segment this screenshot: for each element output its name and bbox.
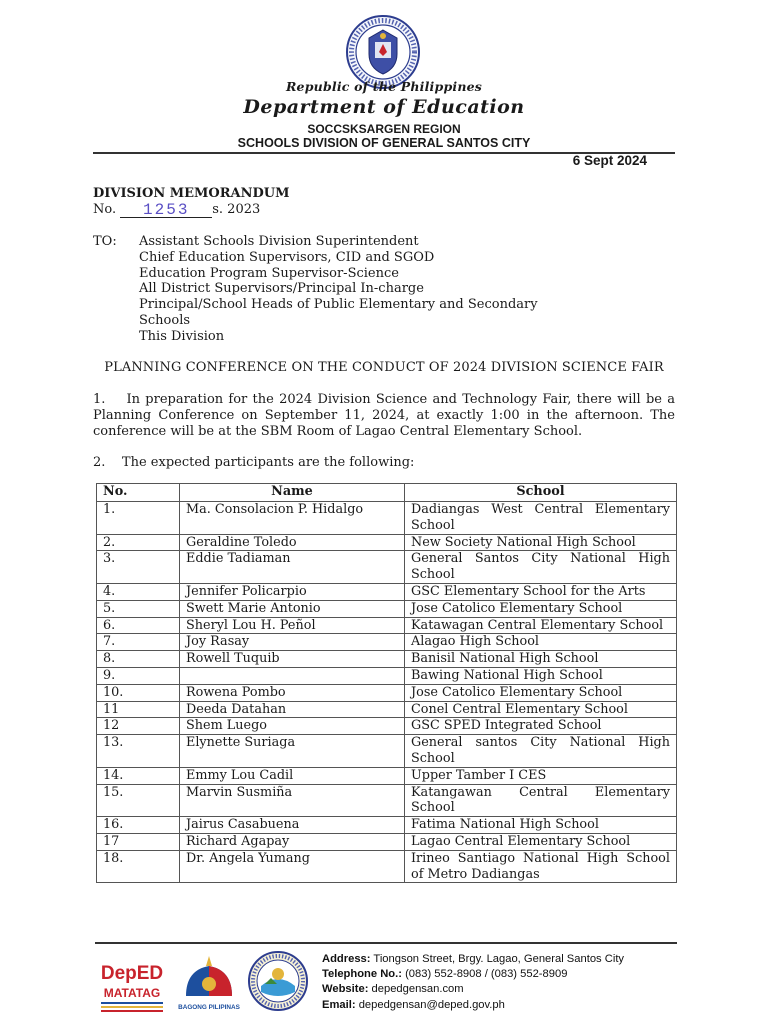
table-row [97, 718, 677, 735]
table-row [97, 833, 677, 850]
table-header-row [97, 484, 677, 502]
cell-no: 5. [97, 600, 180, 617]
table-row [97, 850, 677, 883]
participants-table [96, 483, 677, 883]
table-row [97, 534, 677, 551]
table-row [97, 767, 677, 784]
cell-name: Sheryl Lou H. Peñol [180, 617, 405, 634]
recipient-list [139, 234, 538, 345]
cell-name: Jairus Casabuena [180, 817, 405, 834]
cell-no: 9. [97, 667, 180, 684]
cell-no: 7. [97, 634, 180, 651]
cell-school: GSC SPED Integrated School [405, 718, 677, 735]
cell-name: Rowell Tuquib [180, 651, 405, 668]
footer-contact [322, 952, 624, 1013]
cell-no: 2. [97, 534, 180, 551]
cell-no: 3. [97, 551, 180, 584]
table-row [97, 651, 677, 668]
cell-school: Lagao Central Elementary School [405, 833, 677, 850]
cell-name: Dr. Angela Yumang [180, 850, 405, 883]
logo-deped-text: DepED [100, 963, 164, 984]
cell-name: Rowena Pombo [180, 684, 405, 701]
cell-name: Ma. Consolacion P. Hidalgo [180, 502, 405, 535]
cell-no: 16. [97, 817, 180, 834]
phone-line [322, 967, 624, 982]
division-heading: SCHOOLS DIVISION OF GENERAL SANTOS CITY [237, 136, 531, 150]
cell-no: 17 [97, 833, 180, 850]
division-seal-icon [247, 950, 309, 1012]
header-name: Name [180, 484, 405, 502]
cell-school: Alagao High School [405, 634, 677, 651]
republic-heading: Republic of the Philippines [285, 79, 483, 94]
cell-school: Conel Central Elementary School [405, 701, 677, 718]
recipient-item: This Division [139, 328, 225, 344]
recipient-item: All District Supervisors/Principal In-charge [139, 281, 424, 297]
cell-name: Eddie Tadiaman [180, 551, 405, 584]
header-school: School [405, 484, 677, 502]
department-heading: Department of Education [243, 96, 525, 118]
recipient-item: Schools [139, 312, 191, 328]
cell-name: Jennifer Policarpio [180, 583, 405, 600]
cell-no: 18. [97, 850, 180, 883]
cell-no: 6. [97, 617, 180, 634]
cell-no: 1. [97, 502, 180, 535]
table-row [97, 600, 677, 617]
cell-school: Katangawan Central Elementary School [405, 784, 677, 817]
cell-school: Katawagan Central Elementary School [405, 617, 677, 634]
cell-no: 11 [97, 701, 180, 718]
cell-name [180, 667, 405, 684]
cell-no: 8. [97, 651, 180, 668]
website-line [322, 982, 624, 997]
cell-name: Marvin Susmiña [180, 784, 405, 817]
cell-school: Bawing National High School [405, 667, 677, 684]
cell-no: 12 [97, 718, 180, 735]
cell-name: Deeda Datahan [180, 701, 405, 718]
phone-value: (083) 552-8908 / (083) 552-8909 [405, 968, 568, 981]
cell-name: Emmy Lou Cadil [180, 767, 405, 784]
table-row [97, 667, 677, 684]
table-row [97, 735, 677, 768]
cell-school: General Santos City National High School [405, 551, 677, 584]
recipient-item: Education Program Supervisor-Science [139, 265, 399, 281]
phone-label: Telephone No.: [322, 968, 402, 981]
memo-number-stamp: 1253 [120, 203, 212, 218]
cell-no: 10. [97, 684, 180, 701]
website-link[interactable]: depedgensan.com [371, 983, 464, 996]
deped-matatag-logo [93, 955, 171, 1017]
cell-school: Jose Catolico Elementary School [405, 600, 677, 617]
cell-name: Swett Marie Antonio [180, 600, 405, 617]
table-row [97, 684, 677, 701]
table-row [97, 784, 677, 817]
cell-school: New Society National High School [405, 534, 677, 551]
cell-school: Upper Tamber I CES [405, 767, 677, 784]
region-heading: SOCCSKSARGEN REGION [307, 122, 461, 136]
cell-no: 13. [97, 735, 180, 768]
recipient-item: Assistant Schools Division Superintendent [139, 234, 419, 249]
table-row [97, 701, 677, 718]
table-row [97, 551, 677, 584]
cell-school: Dadiangas West Central Elementary School [405, 502, 677, 535]
cell-name: Elynette Suriaga [180, 735, 405, 768]
cell-no: 15. [97, 784, 180, 817]
email-label: Email: [322, 998, 356, 1011]
recipient-item: Chief Education Supervisors, CID and SGOD [139, 249, 435, 265]
cell-no: 14. [97, 767, 180, 784]
cell-school: Fatima National High School [405, 817, 677, 834]
table-row [97, 817, 677, 834]
footer-divider [95, 942, 677, 944]
address-label: Address: [322, 953, 371, 965]
table-row [97, 583, 677, 600]
cell-school: GSC Elementary School for the Arts [405, 583, 677, 600]
header-no: No. [97, 484, 180, 502]
logo-bagong-text: BAGONG PILIPINAS [178, 1004, 240, 1011]
table-row [97, 502, 677, 535]
paragraph-1: 1. In preparation for the 2024 Division Science and Technology Fair, there will be a Planning Conference on September 11, 2024, at exactly 1:00 in the afternoon. The conference will be at the SBM Room of Lagao Central Elementary School. [93, 392, 675, 439]
paragraph-2: 2. The expected participants are the following: [93, 455, 415, 470]
cell-school: Jose Catolico Elementary School [405, 684, 677, 701]
address-value: Tiongson Street, Brgy. Lagao, General Santos City [373, 953, 625, 965]
cell-no: 4. [97, 583, 180, 600]
memo-number-line [93, 202, 260, 217]
recipient-item: Principal/School Heads of Public Elementary and Secondary [139, 297, 538, 313]
cell-school: Banisil National High School [405, 651, 677, 668]
to-label: TO: [93, 234, 117, 249]
cell-name: Geraldine Toledo [180, 534, 405, 551]
website-label: Website: [322, 983, 369, 996]
email-link[interactable]: depedgensan@deped.gov.ph [358, 998, 505, 1011]
email-line [322, 998, 624, 1013]
address-line [322, 952, 624, 967]
bagong-pilipinas-logo [176, 952, 242, 1014]
table-row [97, 617, 677, 634]
memo-date: 6 Sept 2024 [572, 153, 647, 168]
cell-name: Shem Luego [180, 718, 405, 735]
memo-series: s. 2023 [212, 202, 261, 217]
cell-school: General santos City National High School [405, 735, 677, 768]
memo-subject: PLANNING CONFERENCE ON THE CONDUCT OF 2024 DIVISION SCIENCE FAIR [104, 360, 664, 375]
memo-title: DIVISION MEMORANDUM [93, 186, 290, 201]
logo-matatag-text: MATATAG [103, 986, 161, 1000]
memo-no-label: No. [93, 202, 117, 217]
table-row [97, 634, 677, 651]
cell-school: Irineo Santiago National High School of Metro Dadiangas [405, 850, 677, 883]
cell-name: Richard Agapay [180, 833, 405, 850]
cell-name: Joy Rasay [180, 634, 405, 651]
